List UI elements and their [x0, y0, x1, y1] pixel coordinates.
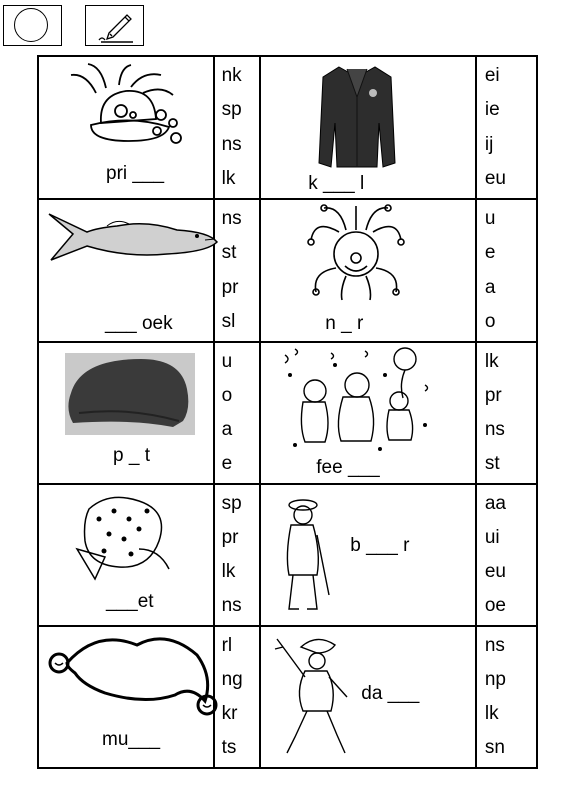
options-cell — [476, 626, 537, 768]
word-blank: pri ___ — [106, 163, 165, 184]
option-text: a — [221, 419, 233, 440]
option-text: ns — [221, 133, 242, 155]
options-cell — [476, 342, 537, 484]
options-cell — [476, 56, 537, 199]
options-cell — [476, 484, 537, 626]
circle-icon — [14, 8, 48, 42]
option-text: ie — [484, 99, 500, 121]
option-text: eu — [484, 167, 506, 189]
option-text: sp — [221, 99, 242, 121]
options-cell — [214, 484, 261, 626]
table-row — [38, 484, 537, 626]
option-text: sn — [484, 737, 505, 758]
word-blank: b ___ r — [350, 535, 410, 556]
options-cell — [214, 56, 261, 199]
option-text: o — [484, 310, 496, 332]
option-text: sl — [221, 310, 236, 332]
picture-cell — [38, 342, 214, 484]
option-text: ei — [484, 65, 500, 87]
circle-icon-box — [3, 5, 62, 46]
table-row — [38, 342, 537, 484]
word-blank: k ___ l — [308, 173, 365, 194]
picture-cell — [260, 56, 476, 199]
word-blank: da ___ — [361, 683, 420, 704]
pencil-icon — [87, 7, 143, 45]
option-text: rl — [221, 635, 233, 656]
carnival-hat-illustration — [61, 63, 191, 158]
word-blank: ___ oek — [105, 313, 173, 334]
option-text: a — [484, 276, 496, 298]
options-cell — [476, 199, 537, 342]
cap-photo — [65, 353, 195, 435]
fish-illustration — [47, 210, 222, 270]
option-text: pr — [484, 385, 502, 406]
option-text: ns — [484, 419, 505, 440]
picture-cell — [38, 484, 214, 626]
jester-hat-illustration — [45, 635, 225, 720]
word-blank: fee ___ — [316, 457, 380, 478]
coat-photo — [317, 63, 397, 173]
carnival-party-illustration — [275, 345, 440, 455]
table-row — [38, 199, 537, 342]
option-text: u — [221, 351, 233, 372]
worksheet-table — [37, 55, 538, 769]
picture-cell — [260, 484, 476, 626]
word-blank: mu___ — [102, 729, 161, 750]
option-text: ts — [221, 737, 237, 758]
word-blank: p _ t — [113, 445, 150, 466]
option-text: eu — [484, 561, 506, 582]
picture-cell — [38, 56, 214, 199]
table-row — [38, 626, 537, 768]
dancing-jester-illustration — [271, 633, 361, 761]
option-text: st — [484, 453, 500, 474]
option-text: lk — [221, 561, 236, 582]
pencil-icon-box — [85, 5, 144, 46]
option-text: ns — [221, 208, 242, 230]
farmer-illustration — [273, 491, 333, 616]
picture-cell — [260, 199, 476, 342]
option-text: ns — [484, 635, 505, 656]
option-text: sp — [221, 493, 242, 514]
option-text: kr — [221, 703, 238, 724]
option-text: ng — [221, 669, 243, 690]
option-text: e — [221, 453, 233, 474]
option-text: aa — [484, 493, 506, 514]
option-text: lk — [484, 351, 499, 372]
option-text: np — [484, 669, 506, 690]
option-text: lk — [484, 703, 499, 724]
option-text: o — [221, 385, 233, 406]
picture-cell — [260, 342, 476, 484]
option-text: st — [221, 242, 237, 264]
option-text: ij — [484, 133, 494, 155]
option-text: lk — [221, 167, 236, 189]
picture-cell — [38, 199, 214, 342]
word-blank: ___et — [106, 591, 154, 612]
options-cell — [214, 626, 261, 768]
option-text: ns — [221, 595, 242, 616]
option-text: nk — [221, 65, 242, 87]
word-blank: n _ r — [325, 313, 364, 334]
option-text: oe — [484, 595, 506, 616]
option-text: pr — [221, 527, 239, 548]
picture-cell — [260, 626, 476, 768]
option-text: ui — [484, 527, 500, 548]
jester-face-illustration — [301, 202, 411, 302]
options-cell — [214, 199, 261, 342]
option-text: pr — [221, 276, 239, 298]
option-text: e — [484, 242, 496, 264]
table-row — [38, 56, 537, 199]
option-text: u — [484, 208, 496, 230]
options-cell — [214, 342, 261, 484]
picture-cell — [38, 626, 214, 768]
confetti-sweets-illustration — [69, 489, 179, 584]
